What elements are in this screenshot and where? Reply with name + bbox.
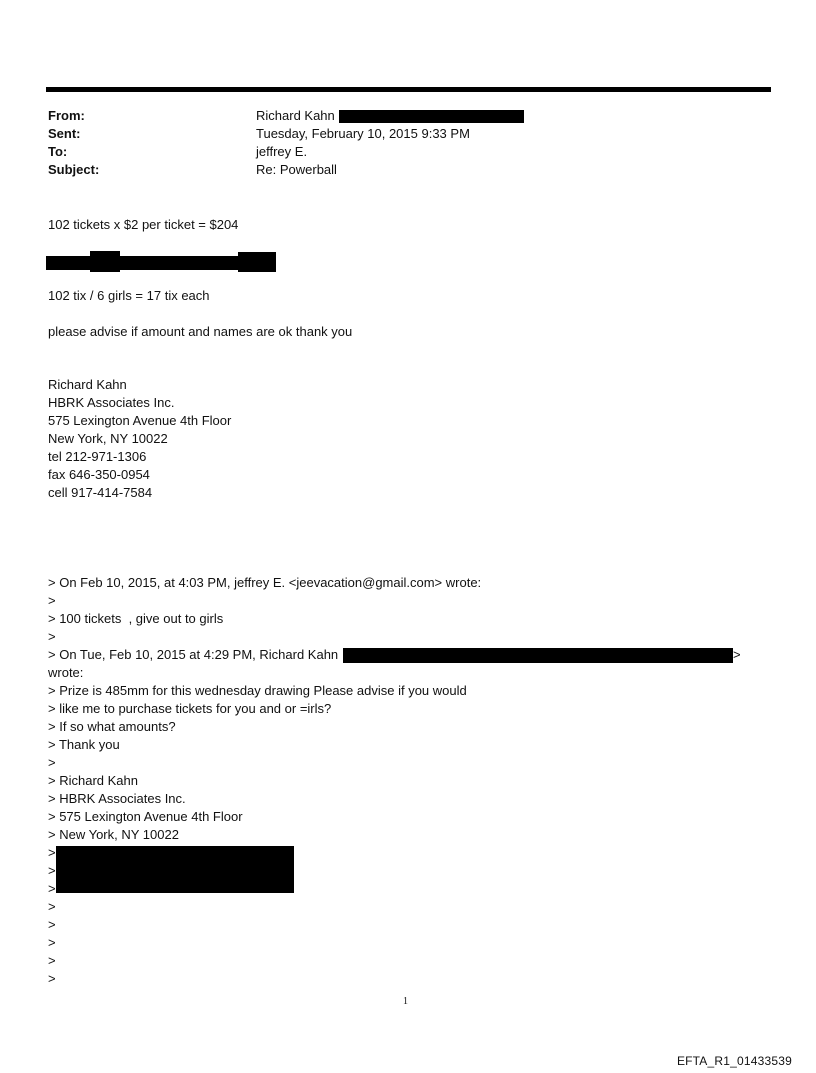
quoted-line: > like me to purchase tickets for you and or =irls? [48,701,332,716]
document-id: EFTA_R1_01433539 [676,1054,792,1068]
quoted-line: > New York, NY 10022 [48,827,179,842]
redaction-quoted-contact [56,846,294,893]
signature-address: 575 Lexington Avenue 4th Floor [48,413,232,428]
page-number: 1 [403,996,408,1007]
subject-value: Re: Powerball [256,162,337,177]
signature-tel: tel 212-971-1306 [48,449,147,464]
quoted-line: > On Feb 10, 2015, at 4:03 PM, jeffrey E. <jeevacation@gmail.com> wrote: [48,575,482,590]
to-value: jeffrey E. [256,144,308,159]
quoted-line: > If so what amounts? [48,719,176,734]
quoted-line: > On Tue, Feb 10, 2015 at 4:29 PM, Richard Kahn [48,647,339,662]
body-line-split: 102 tix / 6 girls = 17 tix each [48,288,210,303]
quoted-line: > 575 Lexington Avenue 4th Floor [48,809,243,824]
signature-city: New York, NY 10022 [48,431,168,446]
redaction-names-2 [90,251,120,272]
quoted-line: wrote: [48,665,84,680]
body-line-advise: please advise if amount and names are ok thank you [48,324,353,339]
quoted-line: > HBRK Associates Inc. [48,791,186,806]
quoted-line: > [48,863,56,878]
quoted-line: > Prize is 485mm for this wednesday drawing Please advise if you would [48,683,467,698]
from-label: From: [48,108,85,123]
quoted-line: > 100 tickets , give out to girls [48,611,224,626]
quoted-line: > [48,593,56,608]
quoted-line: > [48,935,56,950]
to-label: To: [48,144,68,159]
redaction-names-1 [46,256,92,270]
quoted-line: > [48,917,56,932]
subject-label: Subject: [48,162,100,177]
quoted-line: > [48,953,56,968]
quoted-line: > Richard Kahn [48,773,138,788]
redaction-quoted-email [343,648,733,663]
redaction-names-3 [118,256,240,270]
quoted-line: > [733,647,741,662]
quoted-line: > [48,881,56,896]
signature-company: HBRK Associates Inc. [48,395,175,410]
from-value: Richard Kahn [256,108,335,123]
signature-name: Richard Kahn [48,377,127,392]
body-line-tickets: 102 tickets x $2 per ticket = $204 [48,217,239,232]
sent-value: Tuesday, February 10, 2015 9:33 PM [256,126,470,141]
redaction-names-4 [238,252,276,272]
quoted-line: > Thank you [48,737,120,752]
signature-fax: fax 646-350-0954 [48,467,150,482]
quoted-line: > [48,629,56,644]
quoted-line: > [48,899,56,914]
redaction-from-email [339,110,524,123]
quoted-line: > [48,845,56,860]
quoted-line: > [48,971,56,986]
header-rule [46,87,771,92]
quoted-line: > [48,755,56,770]
sent-label: Sent: [48,126,81,141]
signature-cell: cell 917-414-7584 [48,485,153,500]
